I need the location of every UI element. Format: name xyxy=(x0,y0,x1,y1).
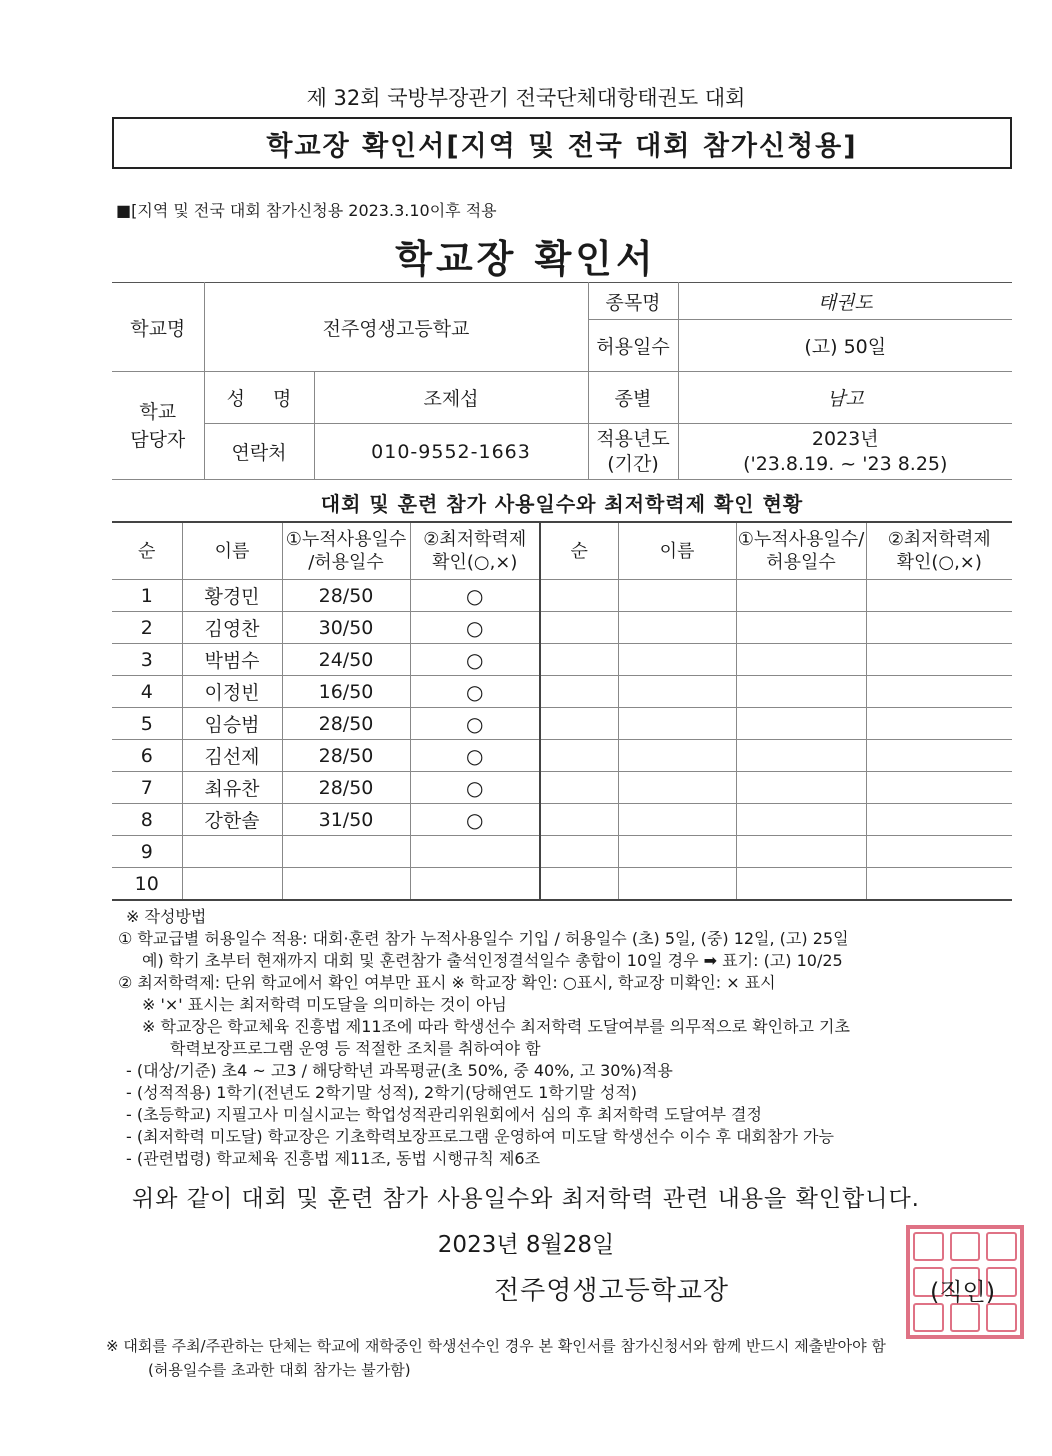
notice-line: ■[지역 및 전국 대회 참가신청용 2023.3.10이후 적용 xyxy=(116,201,497,220)
sport-label: 종목명 xyxy=(588,283,678,320)
row-name-right xyxy=(618,708,736,740)
row-days-right xyxy=(736,868,866,901)
school-name-label: 학교명 xyxy=(112,283,204,372)
row-name-right xyxy=(618,836,736,868)
row-check-right xyxy=(866,644,1012,676)
method-line: ② 최저학력제: 단위 학교에서 확인 여부만 표시 ※ 학교장 확인: ○표시, 학교장 미확인: × 표시 xyxy=(118,973,776,992)
header-days: ①누적사용일수 /허용일수 xyxy=(282,522,410,580)
row-no: 5 xyxy=(112,708,182,740)
method-line: - (성적적용) 1학기(전년도 2학기말 성적), 2학기(당해연도 1학기말 성적) xyxy=(126,1083,638,1102)
header-days-2: ①누적사용일수/ 허용일수 xyxy=(736,522,866,580)
header-name: 이름 xyxy=(182,522,282,580)
header-name-2: 이름 xyxy=(618,522,736,580)
method-line: - (최저학력 미도달) 학교장은 기초학력보장프로그램 운영하여 미도달 학생선수 이수 후 대회참가 가능 xyxy=(126,1127,834,1146)
table-row xyxy=(112,676,1012,708)
row-no: 1 xyxy=(112,580,182,612)
row-check: ○ xyxy=(410,740,540,772)
row-days: 28/50 xyxy=(282,580,410,612)
table-row xyxy=(112,644,1012,676)
table-row xyxy=(112,580,1012,612)
row-no: 2 xyxy=(112,612,182,644)
row-check: ○ xyxy=(410,772,540,804)
row-no-right xyxy=(540,740,618,772)
method-line: - (관련법령) 학교체육 진흥법 제11조, 동법 시행규칙 제6조 xyxy=(126,1149,541,1168)
row-days xyxy=(282,868,410,901)
row-check: ○ xyxy=(410,708,540,740)
row-no: 6 xyxy=(112,740,182,772)
row-no-right xyxy=(540,804,618,836)
footnote-line-1: ※ 대회를 주최/주관하는 단체는 학교에 재학중인 학생선수인 경우 본 확인서를 참가신청서와 함께 반드시 제출받아야 함 xyxy=(106,1337,886,1355)
row-name: 강한솔 xyxy=(182,804,282,836)
sport-value: 태권도 xyxy=(678,283,1012,320)
row-name: 최유찬 xyxy=(182,772,282,804)
method-line: - (초등학교) 지필고사 미실시교는 학업성적관리위원회에서 심의 후 최저학력 도달여부 결정 xyxy=(126,1105,762,1124)
manager-name-value: 조제섭 xyxy=(314,372,588,424)
row-check-right xyxy=(866,804,1012,836)
form-title: 학교장 확인서 xyxy=(395,237,657,281)
row-name-right xyxy=(618,740,736,772)
row-no-right xyxy=(540,708,618,740)
row-days: 31/50 xyxy=(282,804,410,836)
method-line: 학력보장프로그램 운영 등 적절한 조치를 취하여야 함 xyxy=(170,1039,541,1058)
row-check-right xyxy=(866,676,1012,708)
table-row xyxy=(112,740,1012,772)
row-days-right xyxy=(736,772,866,804)
row-name-right xyxy=(618,804,736,836)
school-name-value: 전주영생고등학교 xyxy=(204,283,588,372)
status-title: 대회 및 훈련 참가 사용일수와 최저학력제 확인 현황 xyxy=(320,492,804,516)
row-no-right xyxy=(540,836,618,868)
row-name-right xyxy=(618,644,736,676)
event-title: 제 32회 국방부장관기 전국단체대항태권도 대회 xyxy=(306,86,746,110)
confirmation-statement: 위와 같이 대회 및 훈련 참가 사용일수와 최저학력 관련 내용을 확인합니다. xyxy=(132,1186,920,1212)
row-check-right xyxy=(866,708,1012,740)
row-days-right xyxy=(736,836,866,868)
method-line: ① 학교급별 허용일수 적용: 대회·훈련 참가 누적사용일수 기입 / 허용일수 (초) 5일, (중) 12일, (고) 25일 xyxy=(118,929,849,948)
row-days xyxy=(282,836,410,868)
row-no-right xyxy=(540,644,618,676)
header-no: 순 xyxy=(112,522,182,580)
method-line: ※ 학교장은 학교체육 진흥법 제11조에 따라 학생선수 최저학력 도달여부를 의무적으로 확인하고 기초 xyxy=(142,1017,850,1036)
table-row xyxy=(112,772,1012,804)
row-days-right xyxy=(736,740,866,772)
row-name xyxy=(182,836,282,868)
row-name-right xyxy=(618,580,736,612)
row-days: 28/50 xyxy=(282,708,410,740)
row-no-right xyxy=(540,868,618,901)
status-table xyxy=(112,521,1012,901)
row-check-right xyxy=(866,868,1012,901)
row-no: 10 xyxy=(112,868,182,901)
manager-name-label: 성 명 xyxy=(204,372,314,424)
manager-label: 학교 담당자 xyxy=(112,372,204,480)
row-name: 김영찬 xyxy=(182,612,282,644)
row-check xyxy=(410,868,540,901)
row-no-right xyxy=(540,772,618,804)
row-no: 4 xyxy=(112,676,182,708)
method-line: 예) 학기 초부터 현재까지 대회 및 훈련참가 출석인정결석일수 총합이 10일 경우 ➡ 표기: (고) 10/25 xyxy=(142,951,843,970)
row-no-right xyxy=(540,612,618,644)
row-no: 8 xyxy=(112,804,182,836)
header-no-2: 순 xyxy=(540,522,618,580)
footnote xyxy=(106,1334,1020,1382)
table-row xyxy=(112,708,1012,740)
row-name: 김선제 xyxy=(182,740,282,772)
row-check: ○ xyxy=(410,676,540,708)
seal-label: (직인) xyxy=(930,1278,996,1306)
row-name-right xyxy=(618,612,736,644)
header-check-2: ②최저학력제 확인(○,×) xyxy=(866,522,1012,580)
row-no: 9 xyxy=(112,836,182,868)
row-no-right xyxy=(540,580,618,612)
row-days-right xyxy=(736,708,866,740)
row-check: ○ xyxy=(410,612,540,644)
row-days-right xyxy=(736,644,866,676)
row-days: 30/50 xyxy=(282,612,410,644)
row-days-right xyxy=(736,612,866,644)
row-check: ○ xyxy=(410,804,540,836)
row-days: 24/50 xyxy=(282,644,410,676)
method-line: ※ '×' 표시는 최저학력 미도달을 의미하는 것이 아님 xyxy=(142,995,507,1014)
row-days: 28/50 xyxy=(282,740,410,772)
signer-name: 전주영생고등학교장 xyxy=(494,1276,730,1306)
row-name: 이정빈 xyxy=(182,676,282,708)
row-check: ○ xyxy=(410,580,540,612)
row-days: 16/50 xyxy=(282,676,410,708)
row-no: 3 xyxy=(112,644,182,676)
table-row xyxy=(112,868,1012,901)
row-days-right xyxy=(736,580,866,612)
row-no: 7 xyxy=(112,772,182,804)
row-no-right xyxy=(540,676,618,708)
method-heading: ※ 작성방법 xyxy=(126,907,207,926)
year-value: 2023년 ('23.8.19. ~ '23 8.25) xyxy=(678,424,1012,480)
row-name-right xyxy=(618,772,736,804)
row-name-right xyxy=(618,868,736,901)
row-check xyxy=(410,836,540,868)
row-name xyxy=(182,868,282,901)
row-name: 임승범 xyxy=(182,708,282,740)
row-name-right xyxy=(618,676,736,708)
writing-method xyxy=(118,906,1018,1170)
header-check: ②최저학력제 확인(○,×) xyxy=(410,522,540,580)
method-line: - (대상/기준) 초4 ~ 고3 / 해당학년 과목평균(초 50%, 중 40%, 고 30%)적용 xyxy=(126,1061,673,1080)
row-check-right xyxy=(866,836,1012,868)
confirmation-date: 2023년 8월28일 xyxy=(437,1232,615,1258)
row-check: ○ xyxy=(410,644,540,676)
contact-label: 연락처 xyxy=(204,424,314,480)
allowed-days-value: (고) 50일 xyxy=(678,320,1012,372)
row-check-right xyxy=(866,740,1012,772)
contact-value: 010-9552-1663 xyxy=(314,424,588,480)
allowed-days-label: 허용일수 xyxy=(588,320,678,372)
footnote-line-2: (허용일수를 초과한 대회 참가는 불가함) xyxy=(148,1361,411,1379)
school-info-table xyxy=(112,282,1012,480)
row-days: 28/50 xyxy=(282,772,410,804)
gender-value: 남고 xyxy=(678,372,1012,424)
table-row xyxy=(112,836,1012,868)
row-name: 박범수 xyxy=(182,644,282,676)
row-check-right xyxy=(866,580,1012,612)
row-days-right xyxy=(736,804,866,836)
row-name: 황경민 xyxy=(182,580,282,612)
document-title: 학교장 확인서[지역 및 전국 대회 참가신청용] xyxy=(112,117,1012,169)
year-label: 적용년도 (기간) xyxy=(588,424,678,480)
table-row xyxy=(112,612,1012,644)
row-check-right xyxy=(866,772,1012,804)
table-row xyxy=(112,804,1012,836)
row-check-right xyxy=(866,612,1012,644)
row-days-right xyxy=(736,676,866,708)
gender-label: 종별 xyxy=(588,372,678,424)
